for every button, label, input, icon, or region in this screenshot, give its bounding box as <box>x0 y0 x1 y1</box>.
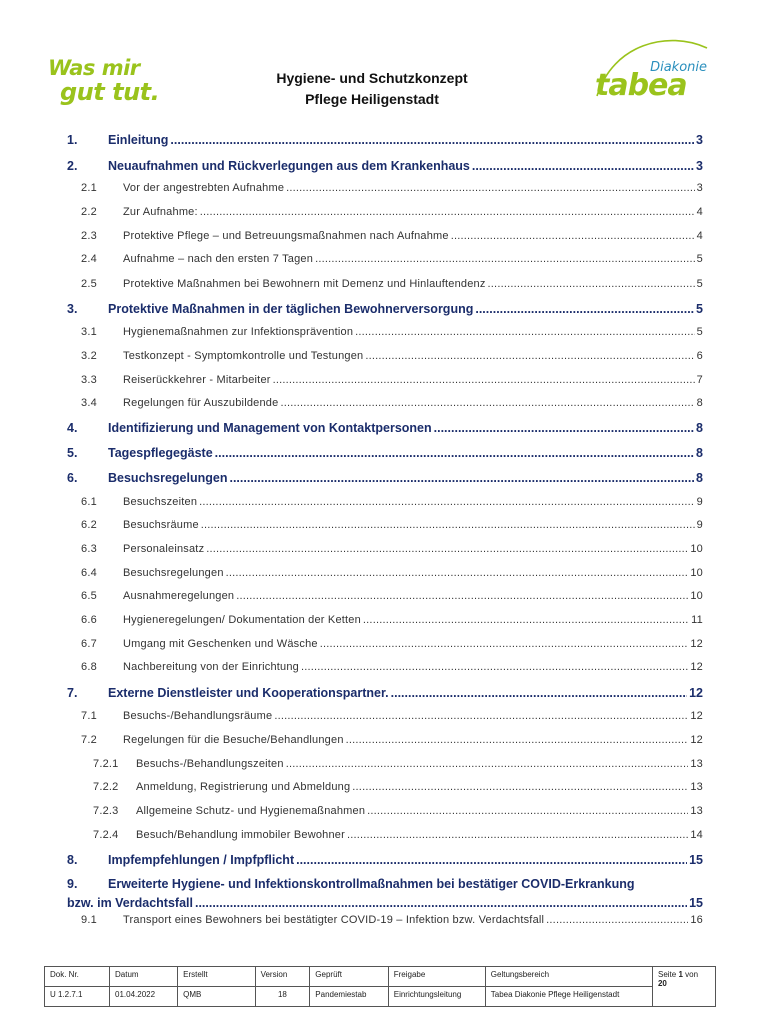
toc-entry-number: 6.8 <box>81 661 97 673</box>
toc-entry[interactable] <box>0 638 770 650</box>
toc-page-number: 10 <box>690 567 703 579</box>
slogan-line-1: Was mir <box>48 56 140 80</box>
toc-leader-dots <box>274 710 688 722</box>
toc-page-number: 4 <box>696 206 703 218</box>
toc-entry[interactable] <box>0 133 770 147</box>
toc-entry[interactable] <box>0 567 770 579</box>
toc-entry[interactable] <box>0 710 770 722</box>
toc-entry-title: Hygieneregelungen/ Dokumentation der Ketten <box>123 614 361 626</box>
toc-leader-dots <box>195 896 687 910</box>
toc-leader-dots <box>215 446 694 460</box>
toc-entry-number: 7.2 <box>81 734 97 746</box>
toc-entry-title: Identifizierung und Management von Kontaktpersonen <box>108 421 432 435</box>
slogan-logo <box>48 56 159 104</box>
toc-entry-number: 3.1 <box>81 326 97 338</box>
toc-entry-title: Protektive Maßnahmen bei Bewohnern mit Demenz und Hinlauftendenz <box>123 278 486 290</box>
toc-entry-number: 7.2.3 <box>93 805 119 817</box>
footer-value-cell: QMB <box>178 987 255 1007</box>
toc-entry-number: 2.3 <box>81 230 97 242</box>
footer-header-row <box>45 967 716 987</box>
toc-entry[interactable] <box>0 805 770 817</box>
toc-leader-dots <box>451 230 695 242</box>
toc-entry[interactable] <box>0 734 770 746</box>
document-control-table <box>44 966 716 1007</box>
toc-entry-title: Besuchs-/Behandlungsräume <box>123 710 273 722</box>
toc-page-number: 4 <box>696 230 703 242</box>
toc-entry[interactable] <box>0 302 770 316</box>
toc-entry-number: 1. <box>67 133 78 147</box>
toc-entry-number: 2.4 <box>81 253 97 265</box>
toc-entry-title: Nachbereitung von der Einrichtung <box>123 661 299 673</box>
toc-entry[interactable] <box>0 496 770 508</box>
toc-page-number: 8 <box>696 421 703 435</box>
toc-leader-dots <box>475 302 694 316</box>
footer-value-cell: U 1.2.7.1 <box>45 987 110 1007</box>
toc-page-number: 8 <box>696 446 703 460</box>
toc-entry[interactable] <box>0 519 770 531</box>
document-title <box>230 68 514 110</box>
toc-leader-dots <box>206 543 688 555</box>
toc-entry[interactable] <box>0 253 770 265</box>
toc-page-number: 7 <box>696 374 703 386</box>
toc-leader-dots <box>170 133 694 147</box>
toc-entry-title: Umgang mit Geschenken und Wäsche <box>123 638 318 650</box>
toc-entry-title: Besuchsregelungen <box>123 567 224 579</box>
toc-entry-number: 9. <box>67 877 78 891</box>
toc-entry-title: Besuch/Behandlung immobiler Bewohner <box>136 829 345 841</box>
toc-leader-dots <box>273 374 695 386</box>
toc-leader-dots <box>286 758 689 770</box>
document-title-line-1: Hygiene- und Schutzkonzept <box>276 70 468 86</box>
toc-page-number: 12 <box>690 661 703 673</box>
toc-entry-number: 7. <box>67 686 78 700</box>
toc-leader-dots <box>315 253 695 265</box>
toc-entry-title: Besuchszeiten <box>123 496 198 508</box>
toc-page-number: 3 <box>696 133 703 147</box>
toc-page-number: 13 <box>690 758 703 770</box>
toc-entry-number: 6.1 <box>81 496 97 508</box>
toc-leader-dots <box>200 206 695 218</box>
toc-entry-title: Reiserückkehrer - Mitarbeiter <box>123 374 271 386</box>
footer-value-cell: 01.04.2022 <box>110 987 178 1007</box>
toc-entry-number: 2.2 <box>81 206 97 218</box>
toc-entry-title: Hygienemaßnahmen zur Infektionsprävention <box>123 326 354 338</box>
footer-value-cell: 18 <box>255 987 310 1007</box>
toc-page-number: 5 <box>696 326 703 338</box>
toc-entry-title: Besuchsregelungen <box>108 471 228 485</box>
toc-entry-title[interactable]: Erweiterte Hygiene- und Infektionskontrollmaßnahmen bei bestätiger COVID-Erkrankung <box>108 877 635 891</box>
toc-entry-number: 2.1 <box>81 182 97 194</box>
logo-tabea-text: tabea <box>595 68 687 103</box>
toc-entry-title: Externe Dienstleister und Kooperationspartner. <box>108 686 389 700</box>
toc-leader-dots <box>352 781 688 793</box>
toc-entry-title: Impfempfehlungen / Impfpflicht <box>108 853 295 867</box>
toc-entry[interactable] <box>0 350 770 362</box>
toc-page-number: 9 <box>696 519 703 531</box>
toc-page-number: 12 <box>689 686 703 700</box>
toc-entry-title: Einleitung <box>108 133 169 147</box>
toc-leader-dots <box>301 661 688 673</box>
footer-value-cell: Tabea Diakonie Pflege Heiligenstadt <box>485 987 652 1007</box>
toc-leader-dots <box>201 519 695 531</box>
toc-page-number: 12 <box>690 638 703 650</box>
toc-entry-title: Anmeldung, Registrierung und Abmeldung <box>136 781 351 793</box>
footer-page-total: 20 <box>657 979 667 988</box>
toc-entry-number: 7.2.1 <box>93 758 119 770</box>
toc-entry[interactable] <box>0 829 770 841</box>
toc-entry-number: 8. <box>67 853 78 867</box>
toc-entry-number: 6.7 <box>81 638 97 650</box>
toc-entry-number: 6.2 <box>81 519 97 531</box>
toc-leader-dots <box>355 326 695 338</box>
toc-page-number: 10 <box>690 590 703 602</box>
toc-leader-dots <box>365 350 694 362</box>
toc-leader-dots <box>472 159 694 173</box>
toc-entry-number: 6.5 <box>81 590 97 602</box>
footer-header-cell: Freigabe <box>388 967 485 987</box>
footer-value-row <box>45 987 716 1007</box>
toc-leader-dots <box>363 614 689 626</box>
toc-page-number: 11 <box>691 614 703 626</box>
slogan-line-2: gut tut. <box>60 78 160 106</box>
toc-entry[interactable] <box>0 374 770 386</box>
toc-entry[interactable] <box>0 543 770 555</box>
toc-page-number: 8 <box>696 471 703 485</box>
toc-entry-number: 6.3 <box>81 543 97 555</box>
toc-entry[interactable] <box>0 421 770 435</box>
toc-entry-title: Zur Aufnahme: <box>123 206 198 218</box>
document-title-line-2: Pflege Heiligenstadt <box>305 91 439 107</box>
toc-entry[interactable] <box>0 661 770 673</box>
footer-header-cell: Geltungsbereich <box>485 967 652 987</box>
footer-page-cell <box>652 967 715 1007</box>
footer-header-cell: Geprüft <box>310 967 388 987</box>
toc-entry-title: Regelungen für Auszubildende <box>123 397 279 409</box>
toc-leader-dots <box>488 278 695 290</box>
toc-leader-dots <box>320 638 689 650</box>
toc-entry[interactable] <box>0 206 770 218</box>
toc-leader-dots <box>236 590 688 602</box>
toc-entry-number: 9.1 <box>81 914 97 926</box>
toc-leader-dots <box>229 471 694 485</box>
toc-entry-title: Transport eines Bewohners bei bestätigter COVID-19 – Infektion bzw. Verdachtsfall <box>123 914 545 926</box>
toc-entry-title-continued: bzw. im Verdachtsfall <box>67 896 193 910</box>
toc-entry[interactable] <box>0 781 770 793</box>
footer-header-cell: Dok. Nr. <box>45 967 110 987</box>
toc-leader-dots <box>286 182 695 194</box>
toc-entry-title: Besuchs-/Behandlungszeiten <box>136 758 284 770</box>
toc-entry[interactable] <box>0 278 770 290</box>
toc-entry-number: 6. <box>67 471 78 485</box>
toc-entry[interactable] <box>67 896 703 910</box>
toc-entry-title: Aufnahme – nach den ersten 7 Tagen <box>123 253 314 265</box>
toc-entry-number: 5. <box>67 446 78 460</box>
toc-leader-dots <box>280 397 694 409</box>
toc-page-number: 12 <box>690 710 703 722</box>
toc-page-number: 3 <box>696 182 703 194</box>
toc-leader-dots <box>391 686 687 700</box>
toc-leader-dots <box>199 496 695 508</box>
toc-page-number: 5 <box>696 302 703 316</box>
toc-entry-number: 2.5 <box>81 278 97 290</box>
toc-page-number: 6 <box>696 350 703 362</box>
footer-value-cell: Einrichtungsleitung <box>388 987 485 1007</box>
toc-page-number: 9 <box>696 496 703 508</box>
toc-entry-title: Allgemeine Schutz- und Hygienemaßnahmen <box>136 805 366 817</box>
toc-entry[interactable] <box>0 686 770 700</box>
toc-entry[interactable] <box>0 230 770 242</box>
toc-entry[interactable] <box>0 471 770 485</box>
toc-entry-title: Tagespflegegäste <box>108 446 213 460</box>
toc-page-number: 14 <box>690 829 703 841</box>
footer-page-of: von <box>685 970 699 979</box>
toc-entry[interactable] <box>0 758 770 770</box>
toc-page-number: 16 <box>690 914 703 926</box>
toc-leader-dots <box>434 421 694 435</box>
tabea-diakonie-logo <box>583 34 713 104</box>
toc-entry-title: Regelungen für die Besuche/Behandlungen <box>123 734 344 746</box>
toc-leader-dots <box>296 853 687 867</box>
toc-leader-dots <box>546 914 688 926</box>
toc-page-number: 5 <box>696 253 703 265</box>
toc-leader-dots <box>346 734 689 746</box>
toc-page-number: 15 <box>689 853 703 867</box>
toc-page-number: 8 <box>696 397 703 409</box>
toc-page-number: 12 <box>690 734 703 746</box>
toc-entry-number: 7.2.2 <box>93 781 119 793</box>
toc-entry-title: Protektive Maßnahmen in der täglichen Bewohnerversorgung <box>108 302 474 316</box>
toc-entry[interactable] <box>0 914 770 926</box>
toc-entry-number: 3.3 <box>81 374 97 386</box>
toc-page-number: 3 <box>696 159 703 173</box>
toc-entry-title: Vor der angestrebten Aufnahme <box>123 182 285 194</box>
toc-entry[interactable] <box>0 446 770 460</box>
toc-page-number: 13 <box>690 781 703 793</box>
footer-page-prefix: Seite <box>657 970 677 979</box>
toc-page-number: 5 <box>696 278 703 290</box>
toc-page-number: 15 <box>689 896 703 910</box>
toc-leader-dots <box>367 805 688 817</box>
logo-diakonie-text: Diakonie <box>650 60 707 75</box>
toc-entry-number: 3. <box>67 302 78 316</box>
footer-page-number: 1 <box>678 970 683 979</box>
toc-entry[interactable] <box>0 397 770 409</box>
toc-entry[interactable] <box>0 590 770 602</box>
toc-entry-number: 6.4 <box>81 567 97 579</box>
toc-entry-number: 7.2.4 <box>93 829 119 841</box>
toc-entry[interactable] <box>0 853 770 867</box>
footer-header-cell: Erstellt <box>178 967 255 987</box>
toc-entry-title: Protektive Pflege – und Betreuungsmaßnahmen nach Aufnahme <box>123 230 449 242</box>
footer-value-cell: Pandemiestab <box>310 987 388 1007</box>
toc-entry-title: Personaleinsatz <box>123 543 205 555</box>
toc-page-number: 13 <box>690 805 703 817</box>
footer-header-cell: Version <box>255 967 310 987</box>
toc-entry-number: 4. <box>67 421 78 435</box>
toc-entry-number: 2. <box>67 159 78 173</box>
footer-header-cell: Datum <box>110 967 178 987</box>
toc-entry-number: 7.1 <box>81 710 97 722</box>
toc-page-number: 10 <box>690 543 703 555</box>
toc-entry[interactable] <box>0 614 770 626</box>
toc-leader-dots <box>226 567 689 579</box>
toc-entry[interactable] <box>0 159 770 173</box>
toc-entry[interactable] <box>0 326 770 338</box>
toc-entry-number: 6.6 <box>81 614 97 626</box>
toc-entry-title: Testkonzept - Symptomkontrolle und Testungen <box>123 350 364 362</box>
toc-entry-title: Neuaufnahmen und Rückverlegungen aus dem Krankenhaus <box>108 159 470 173</box>
toc-entry-title: Ausnahmeregelungen <box>123 590 235 602</box>
toc-entry-title: Besuchsräume <box>123 519 199 531</box>
toc-entry-number: 3.2 <box>81 350 97 362</box>
toc-entry[interactable] <box>0 182 770 194</box>
toc-leader-dots <box>347 829 688 841</box>
toc-entry-number: 3.4 <box>81 397 97 409</box>
